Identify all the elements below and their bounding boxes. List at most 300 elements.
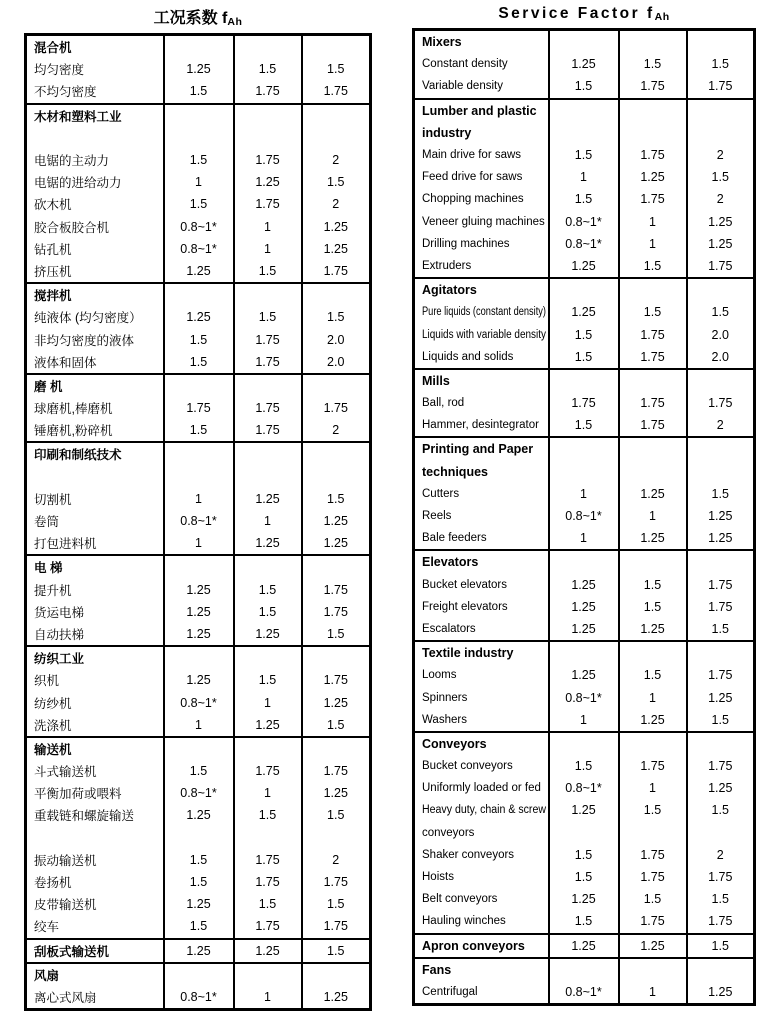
- row-label: 自动扶梯: [34, 627, 85, 642]
- factor-value: 1.5: [549, 323, 619, 345]
- factor-value: 1.25: [687, 777, 755, 799]
- row-label: 锤磨机,粉碎机: [34, 424, 113, 439]
- row-label: Bale feeders: [422, 532, 487, 545]
- factor-value: 1.75: [302, 669, 371, 691]
- factor-value: 1.75: [164, 397, 234, 419]
- table-row: [26, 760, 371, 782]
- row-label: 提升机: [34, 583, 72, 598]
- factor-value: 1.5: [687, 934, 755, 958]
- factor-value: 1.25: [549, 799, 619, 821]
- table-row: [26, 149, 371, 171]
- factor-value: 1.75: [234, 351, 302, 374]
- section-header-label: 输送机: [26, 737, 164, 760]
- section-header-label: 电 梯: [26, 555, 164, 578]
- section-header-label: 刮板式输送机: [26, 939, 164, 963]
- table-row: [26, 782, 371, 804]
- factor-value: 1.75: [619, 755, 687, 777]
- factor-value: 1.75: [687, 755, 755, 777]
- row-label: Main drive for saws: [422, 149, 522, 162]
- factor-value: 0.8~1*: [549, 233, 619, 255]
- factor-value: 1.75: [302, 80, 371, 103]
- row-label: Variable density: [422, 80, 503, 93]
- factor-value: 1.25: [549, 618, 619, 641]
- factor-value: [302, 127, 371, 149]
- table-row: [414, 483, 755, 505]
- section-header-label: Printing and Paper: [414, 437, 549, 460]
- factor-value: [687, 461, 755, 483]
- table-row: [26, 466, 371, 488]
- table-row: [26, 442, 371, 465]
- factor-value: [164, 35, 234, 59]
- factor-value: 1.25: [302, 532, 371, 555]
- factor-value: 1.75: [234, 149, 302, 171]
- factor-value: [164, 737, 234, 760]
- table-row: [26, 555, 371, 578]
- row-label: Liquids with variable density: [422, 328, 546, 341]
- row-label: 重载链和螺旋输送: [34, 809, 135, 824]
- table-row: [26, 915, 371, 938]
- factor-value: 1.25: [549, 664, 619, 686]
- factor-value: 1: [164, 532, 234, 555]
- factor-value: 1: [234, 986, 302, 1010]
- factor-value: 1.5: [619, 574, 687, 596]
- row-label: 球磨机,棒磨机: [34, 402, 113, 417]
- table-row: [414, 981, 755, 1005]
- section-header-label: Elevators: [414, 550, 549, 573]
- factor-value: 1.5: [234, 306, 302, 328]
- table-row: [414, 732, 755, 755]
- row-label: 织机: [34, 674, 60, 689]
- factor-value: [164, 827, 234, 849]
- factor-value: 1.75: [687, 574, 755, 596]
- row-label: 液体和固体: [34, 355, 97, 370]
- factor-value: 1.75: [687, 910, 755, 933]
- factor-value: 1: [549, 709, 619, 732]
- factor-value: 2: [687, 414, 755, 437]
- factor-value: 2.0: [302, 328, 371, 350]
- factor-value: [549, 550, 619, 573]
- row-label: 均匀密度: [34, 63, 85, 78]
- factor-value: 1.25: [687, 527, 755, 550]
- factor-value: 1.5: [619, 799, 687, 821]
- table-row: [26, 397, 371, 419]
- factor-value: 1.5: [164, 915, 234, 938]
- factor-value: 1.25: [549, 934, 619, 958]
- row-label: 货运电梯: [34, 605, 85, 620]
- table-row: [26, 669, 371, 691]
- row-label: Freight elevators: [422, 600, 508, 613]
- factor-value: [549, 958, 619, 981]
- table-row: [26, 804, 371, 826]
- row-label: Hauling winches: [422, 915, 506, 928]
- factor-value: 1: [549, 483, 619, 505]
- table-row: [26, 737, 371, 760]
- factor-value: 1.5: [302, 306, 371, 328]
- factor-value: 1.5: [164, 328, 234, 350]
- factor-value: 1.25: [164, 260, 234, 283]
- factor-value: 1.25: [164, 58, 234, 80]
- title-text-en: Service Factor f: [498, 5, 655, 22]
- row-label: Uniformly loaded or fed: [422, 782, 541, 795]
- factor-value: 1.25: [687, 505, 755, 527]
- factor-value: [549, 278, 619, 301]
- factor-value: 1: [619, 505, 687, 527]
- factor-value: [619, 30, 687, 54]
- factor-value: [549, 99, 619, 122]
- table-row: [26, 939, 371, 963]
- factor-value: 1.75: [302, 397, 371, 419]
- factor-value: 1.75: [619, 844, 687, 866]
- factor-value: 0.8~1*: [164, 238, 234, 260]
- factor-value: 1.75: [302, 601, 371, 623]
- table-row: [26, 623, 371, 646]
- row-label: 钻孔机: [34, 242, 72, 257]
- service-factor-table-en: [412, 28, 756, 1006]
- factor-value: 1.25: [549, 888, 619, 910]
- table-row: [26, 601, 371, 623]
- row-label: 不均匀密度: [34, 85, 97, 100]
- factor-value: 1.5: [302, 58, 371, 80]
- factor-value: 1: [234, 238, 302, 260]
- table-row: [414, 550, 755, 573]
- factor-value: 2.0: [687, 323, 755, 345]
- factor-value: [234, 646, 302, 669]
- factor-value: 1.5: [687, 888, 755, 910]
- table-row: [414, 323, 755, 345]
- factor-value: 1.5: [619, 888, 687, 910]
- row-label: Pure liquids (constant density): [422, 306, 546, 319]
- factor-value: 1.75: [234, 871, 302, 893]
- factor-value: [302, 104, 371, 127]
- factor-value: 1.5: [234, 260, 302, 283]
- factor-value: 1: [164, 171, 234, 193]
- factor-value: 1.5: [234, 579, 302, 601]
- factor-value: [687, 437, 755, 460]
- table-row: [414, 144, 755, 166]
- table-row: [414, 888, 755, 910]
- factor-value: 1.5: [302, 171, 371, 193]
- factor-value: [687, 958, 755, 981]
- factor-value: [687, 122, 755, 144]
- table-row: [414, 664, 755, 686]
- factor-value: [549, 822, 619, 844]
- section-header-label: 印刷和制纸技术: [26, 442, 164, 465]
- factor-value: 1.5: [619, 255, 687, 278]
- table-row: [26, 691, 371, 713]
- table-row: [414, 755, 755, 777]
- factor-value: 1.75: [234, 419, 302, 442]
- table-row: [26, 579, 371, 601]
- factor-value: [302, 963, 371, 986]
- factor-value: 1.75: [302, 260, 371, 283]
- table-row: [414, 461, 755, 483]
- factor-value: 1.25: [549, 255, 619, 278]
- table-row: [26, 328, 371, 350]
- factor-value: 1.5: [549, 866, 619, 888]
- factor-value: 1.5: [164, 760, 234, 782]
- table-row: [26, 532, 371, 555]
- factor-value: [234, 555, 302, 578]
- factor-value: 1.25: [302, 238, 371, 260]
- row-label: Heavy duty, chain & screw: [422, 804, 546, 817]
- table-row: [26, 238, 371, 260]
- factor-value: [687, 30, 755, 54]
- section-header-label: Apron conveyors: [414, 934, 549, 958]
- row-label: 打包进料机: [34, 537, 97, 552]
- factor-value: 2.0: [302, 351, 371, 374]
- row-label: 纺纱机: [34, 696, 72, 711]
- factor-value: 1.25: [164, 306, 234, 328]
- table-row: [414, 527, 755, 550]
- factor-value: 1.25: [619, 618, 687, 641]
- factor-value: [687, 369, 755, 392]
- factor-value: 1.5: [164, 80, 234, 103]
- table-row: [26, 35, 371, 59]
- factor-value: 1.5: [164, 351, 234, 374]
- factor-value: [619, 122, 687, 144]
- factor-value: 1.5: [549, 346, 619, 369]
- section-header-label: 磨 机: [26, 374, 164, 397]
- factor-value: [549, 122, 619, 144]
- factor-value: 1.5: [302, 893, 371, 915]
- table-row: [414, 686, 755, 708]
- table-row: [414, 278, 755, 301]
- factor-value: [164, 466, 234, 488]
- row-label: Hoists: [422, 871, 454, 884]
- row-label: 卷筒: [34, 515, 60, 530]
- factor-value: 1.25: [302, 782, 371, 804]
- factor-value: [619, 369, 687, 392]
- row-label: Bucket conveyors: [422, 760, 513, 773]
- factor-value: 1.75: [234, 760, 302, 782]
- factor-value: 1.5: [549, 910, 619, 933]
- row-label: 纯液体 (均匀密度）: [34, 311, 142, 326]
- factor-value: 1.5: [687, 618, 755, 641]
- factor-value: 1.5: [164, 871, 234, 893]
- table-row: [26, 80, 371, 103]
- row-label: 绞车: [34, 920, 60, 935]
- factor-value: 1.75: [687, 255, 755, 278]
- table-row: [414, 255, 755, 278]
- factor-value: 2: [687, 188, 755, 210]
- table-row: [414, 596, 755, 618]
- factor-value: 0.8~1*: [549, 981, 619, 1005]
- row-label: conveyors: [422, 826, 475, 839]
- table-row: [26, 306, 371, 328]
- table-row: [414, 233, 755, 255]
- factor-value: 1.75: [619, 346, 687, 369]
- factor-value: [619, 550, 687, 573]
- factor-value: [619, 732, 687, 755]
- row-label: 胶合板胶合机: [34, 220, 110, 235]
- section-header-label: techniques: [422, 464, 488, 479]
- factor-value: 1: [549, 527, 619, 550]
- factor-value: 1.25: [234, 171, 302, 193]
- title-text-cn: 工况系数 f: [153, 10, 228, 27]
- table-row: [414, 437, 755, 460]
- factor-value: 1.5: [687, 483, 755, 505]
- row-label: Spinners: [422, 691, 468, 704]
- factor-value: 1.75: [234, 193, 302, 215]
- factor-value: 1.5: [302, 623, 371, 646]
- factor-value: [549, 437, 619, 460]
- factor-value: [302, 827, 371, 849]
- factor-value: [234, 442, 302, 465]
- factor-value: [234, 737, 302, 760]
- table-row: [26, 260, 371, 283]
- table-row: [26, 419, 371, 442]
- factor-value: 1: [619, 777, 687, 799]
- row-label: [26, 827, 164, 849]
- factor-value: 1.5: [687, 301, 755, 323]
- factor-value: 1.25: [164, 623, 234, 646]
- factor-value: 1.5: [619, 596, 687, 618]
- table-row: [414, 301, 755, 323]
- table-row: [414, 709, 755, 732]
- factor-value: 2: [302, 419, 371, 442]
- factor-value: [549, 369, 619, 392]
- factor-value: 1: [234, 691, 302, 713]
- factor-value: 1.5: [234, 58, 302, 80]
- factor-value: [164, 374, 234, 397]
- factor-value: 1.25: [687, 981, 755, 1005]
- factor-value: 1: [234, 510, 302, 532]
- factor-value: [302, 466, 371, 488]
- table-row: [414, 346, 755, 369]
- row-label: 电锯的进给动力: [34, 176, 122, 191]
- table-row: [414, 30, 755, 54]
- factor-value: 1.25: [619, 483, 687, 505]
- table-row: [26, 646, 371, 669]
- table-row: [414, 166, 755, 188]
- table-row: [414, 799, 755, 821]
- row-label: Belt conveyors: [422, 893, 498, 906]
- table-row: [414, 934, 755, 958]
- section-header-label: 风扇: [26, 963, 164, 986]
- factor-value: [687, 278, 755, 301]
- factor-value: [549, 461, 619, 483]
- factor-value: 1.75: [619, 414, 687, 437]
- factor-value: 0.8~1*: [164, 782, 234, 804]
- factor-value: 1.75: [619, 866, 687, 888]
- row-label: Bucket elevators: [422, 578, 508, 591]
- factor-value: 1.25: [234, 623, 302, 646]
- row-label: Constant density: [422, 58, 508, 71]
- factor-value: 1.5: [164, 419, 234, 442]
- row-label: Centrifugal: [422, 985, 478, 998]
- factor-value: [619, 278, 687, 301]
- section-header-label: Lumber and plastic: [414, 99, 549, 122]
- factor-value: 1.5: [164, 849, 234, 871]
- factor-value: 1.75: [619, 392, 687, 414]
- section-header-label: Mills: [414, 369, 549, 392]
- table-row: [414, 574, 755, 596]
- row-label: Ball, rod: [422, 397, 465, 410]
- factor-value: 1: [619, 233, 687, 255]
- factor-value: 1.75: [619, 144, 687, 166]
- section-header-label: 搅拌机: [26, 283, 164, 306]
- factor-value: [687, 550, 755, 573]
- factor-value: [234, 827, 302, 849]
- factor-value: 1.75: [687, 75, 755, 98]
- factor-value: 1.5: [687, 166, 755, 188]
- factor-value: 1.75: [302, 915, 371, 938]
- factor-value: [619, 437, 687, 460]
- factor-value: [234, 963, 302, 986]
- factor-value: 1.75: [302, 760, 371, 782]
- factor-value: 1.5: [302, 488, 371, 510]
- factor-value: 1.25: [687, 686, 755, 708]
- table-row: [26, 510, 371, 532]
- row-label: Looms: [422, 669, 457, 682]
- factor-value: 1.25: [619, 709, 687, 732]
- table-row: [414, 641, 755, 664]
- table-row: [414, 958, 755, 981]
- factor-value: [302, 374, 371, 397]
- factor-value: [234, 466, 302, 488]
- table-row: [414, 75, 755, 98]
- factor-value: 0.8~1*: [549, 211, 619, 233]
- factor-value: 1.25: [234, 532, 302, 555]
- row-label: 洗涤机: [34, 718, 72, 733]
- factor-value: 1.75: [687, 866, 755, 888]
- factor-value: 1.25: [549, 596, 619, 618]
- factor-value: 1.25: [549, 53, 619, 75]
- factor-value: 1.75: [549, 392, 619, 414]
- table-row: [26, 871, 371, 893]
- factor-value: 0.8~1*: [549, 686, 619, 708]
- factor-value: 1.5: [302, 714, 371, 737]
- table-row: [26, 374, 371, 397]
- factor-value: 1.5: [549, 414, 619, 437]
- factor-value: 1.5: [619, 301, 687, 323]
- factor-value: 1.25: [164, 893, 234, 915]
- section-header-label: industry: [422, 125, 472, 140]
- section-header-label: Mixers: [414, 30, 549, 54]
- factor-value: [234, 127, 302, 149]
- factor-value: 1.75: [234, 915, 302, 938]
- factor-value: 1.25: [687, 211, 755, 233]
- table-row: [26, 986, 371, 1010]
- factor-value: 2: [687, 144, 755, 166]
- table-row: [414, 99, 755, 122]
- table-row: [26, 127, 371, 149]
- row-label: Chopping machines: [422, 193, 524, 206]
- factor-value: 2.0: [687, 346, 755, 369]
- factor-value: 1: [619, 981, 687, 1005]
- english-table-title: [412, 0, 756, 28]
- factor-value: [234, 283, 302, 306]
- factor-value: 1.25: [234, 714, 302, 737]
- table-row: [414, 777, 755, 799]
- factor-value: 1.5: [234, 893, 302, 915]
- factor-value: 0.8~1*: [549, 777, 619, 799]
- row-label: 皮带输送机: [34, 898, 97, 913]
- factor-value: [302, 646, 371, 669]
- factor-value: 1.5: [619, 53, 687, 75]
- factor-value: 1.5: [549, 75, 619, 98]
- section-header-label: Fans: [414, 958, 549, 981]
- factor-value: [687, 732, 755, 755]
- service-factor-table-cn: [24, 33, 372, 1011]
- factor-value: 1.5: [687, 53, 755, 75]
- title-subscript-cn: Ah: [227, 16, 243, 28]
- factor-value: 1.5: [164, 193, 234, 215]
- factor-value: 1.25: [302, 510, 371, 532]
- table-row: [26, 714, 371, 737]
- factor-value: [302, 737, 371, 760]
- factor-value: 1.25: [687, 233, 755, 255]
